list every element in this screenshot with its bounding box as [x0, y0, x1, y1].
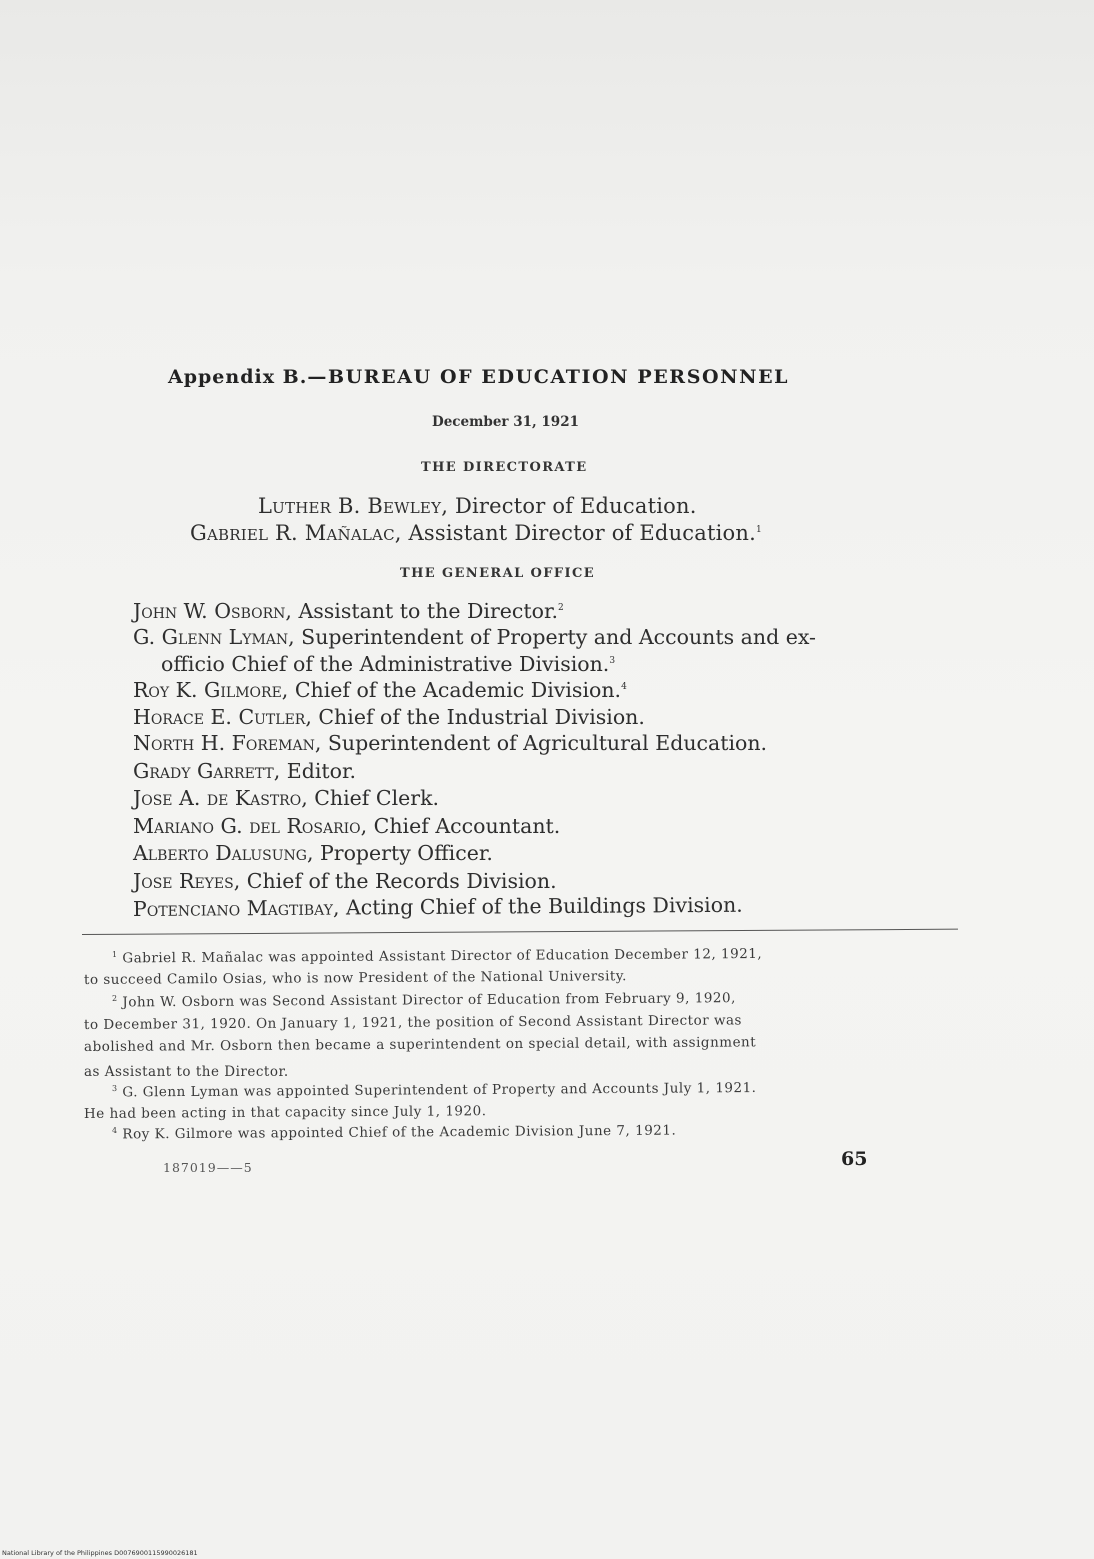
- general-office-entry: [133, 731, 767, 755]
- footnote-text: G. Glenn Lyman was appointed Superintendent of Property and Accounts July 1, 1921.: [122, 1080, 757, 1101]
- person-role: , Chief of the Industrial Division.: [305, 705, 645, 729]
- person-role: , Director of Education.: [441, 494, 697, 518]
- person-role: , Superintendent of Agricultural Education.: [314, 731, 768, 755]
- page-number: 65: [841, 1148, 868, 1170]
- footnote-text: Gabriel R. Mañalac was appointed Assistant Director of Education December 12, 1921,: [122, 945, 763, 967]
- footnote-line: [112, 990, 736, 1011]
- appendix-title: [168, 366, 868, 388]
- footnote-ref: 3: [609, 656, 616, 667]
- general-office-entry: [133, 625, 816, 649]
- person-name: Roy K. Gilmore: [133, 678, 282, 702]
- footnote-text: John W. Osborn was Second Assistant Director of Education from February 9, 1920,: [122, 990, 736, 1011]
- person-name: Potenciano Magtibay: [132, 895, 333, 921]
- person-role: , Chief of the Records Division.: [233, 869, 557, 893]
- print-signature: 187019——5: [163, 1160, 253, 1175]
- person-role: , Chief Clerk.: [301, 786, 440, 810]
- person-name: Jose Reyes: [133, 869, 234, 893]
- person-role: officio Chief of the Administrative Division.: [161, 652, 610, 676]
- general-office-entry: [133, 678, 627, 702]
- person-name: North H. Foreman: [133, 731, 315, 755]
- footnote-text: to succeed Camilo Osias, who is now President of the National University.: [83, 968, 627, 988]
- person-role: , Assistant to the Director.: [285, 599, 559, 623]
- person-name: Grady Garrett: [133, 759, 274, 783]
- general-office-entry: [133, 705, 645, 729]
- footnote-marker: 2: [111, 993, 118, 1003]
- footnote-line: [112, 945, 762, 966]
- general-office-entry: [133, 841, 493, 865]
- document-date: December 31, 1921: [432, 414, 579, 430]
- person-name: G. Glenn Lyman: [133, 625, 289, 649]
- footnote-line: [84, 1012, 742, 1033]
- footnote-divider: [82, 929, 958, 935]
- person-name: Mariano G. del Rosario: [133, 814, 361, 838]
- person-role: , Chief Accountant.: [360, 814, 561, 838]
- general-office-entry: [133, 869, 557, 893]
- person-role: , Acting Chief of the Buildings Division.: [332, 892, 743, 920]
- person-role: , Editor.: [273, 759, 357, 783]
- footnote-line: [84, 1103, 487, 1122]
- footnote-line: [112, 1080, 757, 1101]
- general-office-heading: THE GENERAL OFFICE: [400, 566, 596, 581]
- footnote-line: [84, 1034, 756, 1055]
- footnote-text: to December 31, 1920. On January 1, 1921, the position of Second Assistant Director was: [83, 1012, 743, 1033]
- person-name: Luther B. Bewley: [258, 494, 442, 518]
- directorate-entry: [190, 521, 762, 545]
- footnote-ref: 2: [558, 603, 564, 614]
- footnote-ref: 1: [755, 525, 762, 535]
- footnote-marker: 4: [111, 1125, 118, 1135]
- appendix-label: Appendix B.: [168, 366, 308, 388]
- person-name: Jose A. de Kastro: [133, 786, 302, 810]
- person-role: , Chief of the Academic Division.: [281, 678, 622, 702]
- general-office-entry: [133, 759, 356, 783]
- person-role: , Assistant Director of Education.: [394, 521, 756, 545]
- footnote-line: [84, 1064, 289, 1080]
- appendix-heading: —BUREAU OF EDUCATION PERSONNEL: [307, 366, 790, 388]
- directorate-entry: [258, 494, 697, 518]
- footnote-text: Roy K. Gilmore was appointed Chief of the Academic Division June 7, 1921.: [122, 1122, 677, 1143]
- footnote-line: [84, 968, 627, 988]
- general-office-entry: [133, 786, 439, 810]
- person-name: John W. Osborn: [133, 599, 286, 623]
- footnote-ref: 4: [621, 682, 627, 693]
- directorate-heading: THE DIRECTORATE: [421, 460, 588, 475]
- person-role: , Superintendent of Property and Accounts and ex-: [288, 625, 816, 649]
- footnote-line: [112, 1122, 676, 1142]
- footnote-text: abolished and Mr. Osborn then became a superintendent on special detail, with assignment: [83, 1034, 757, 1055]
- archive-credit: National Library of the Philippines D0076900115990026181: [2, 1549, 198, 1557]
- person-name: Alberto Dalusung: [133, 841, 307, 865]
- general-office-entry: [133, 814, 560, 838]
- footnote-text: He had been acting in that capacity since July 1, 1920.: [83, 1103, 487, 1122]
- general-office-entry: [133, 893, 743, 921]
- person-name: Horace E. Cutler: [133, 705, 306, 729]
- footnote-marker: 3: [111, 1083, 118, 1093]
- general-office-entry-continuation: [161, 652, 615, 676]
- footnote-text: as Assistant to the Director.: [84, 1064, 289, 1080]
- general-office-entry: [133, 599, 564, 623]
- footnote-marker: 1: [111, 949, 118, 959]
- person-name: Gabriel R. Mañalac: [190, 521, 395, 545]
- person-role: , Property Officer.: [306, 841, 493, 865]
